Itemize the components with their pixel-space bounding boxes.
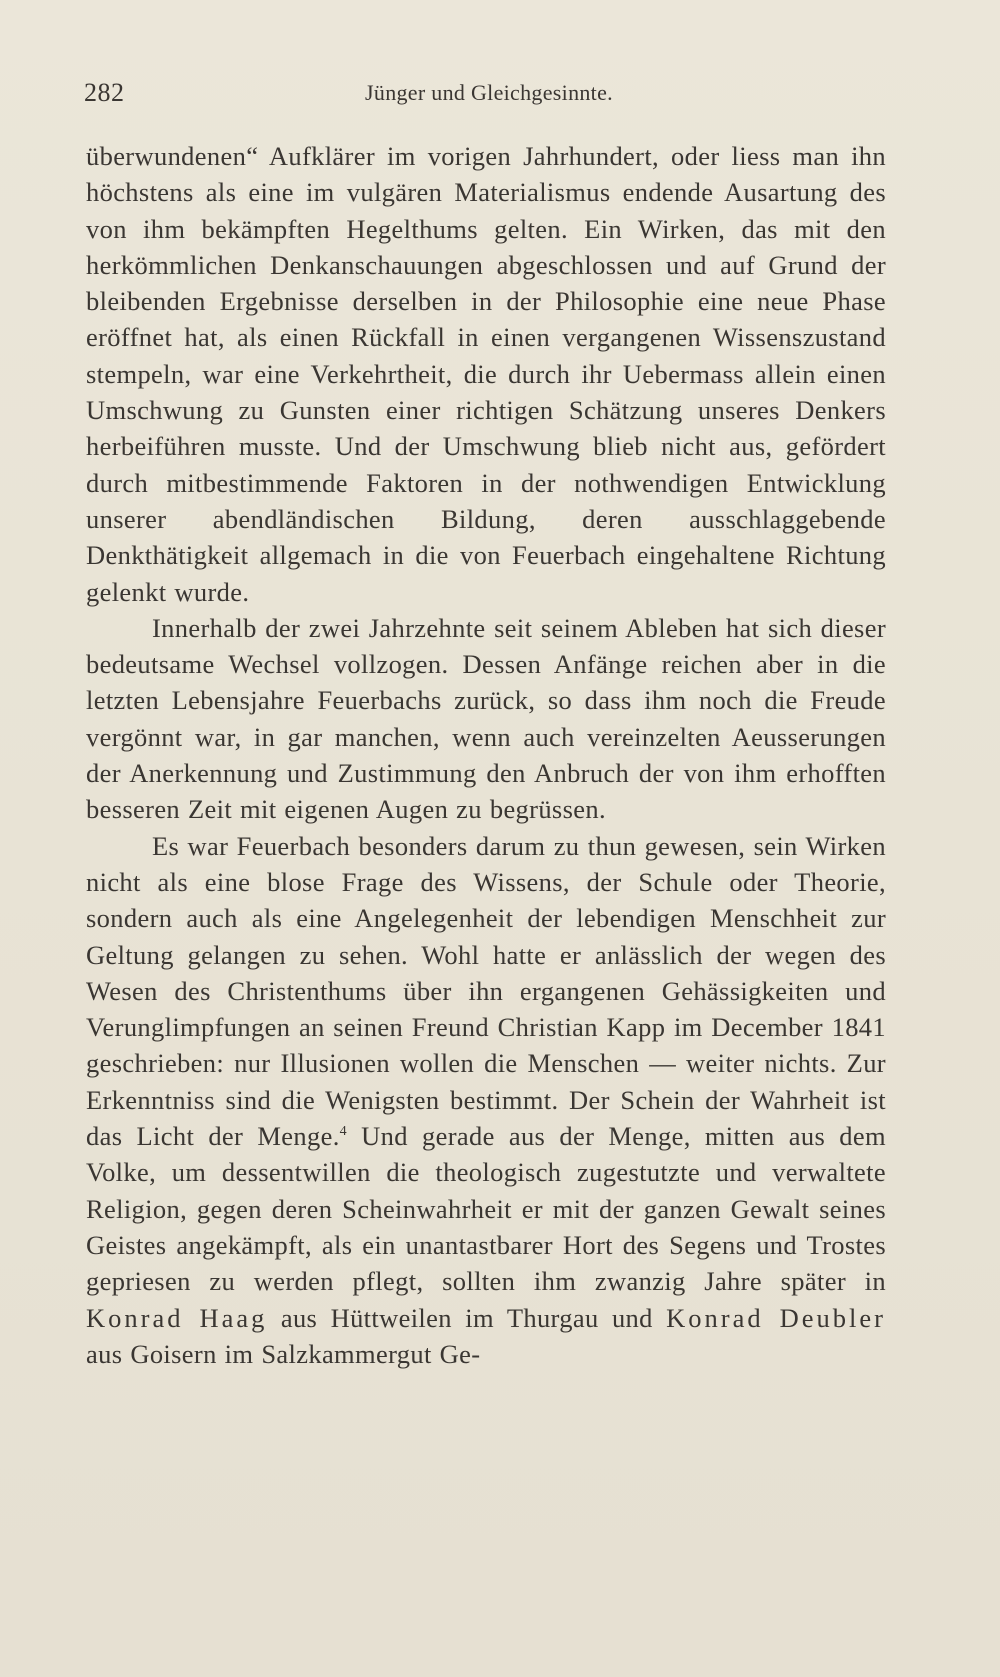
paragraph-3-text-a: Es war Feuerbach besonders darum zu thun gewesen, sein Wirken nicht als eine blose Frage des Wissens, der Schule oder Theorie, sondern auch als eine Angelegenheit der lebendigen Menschheit zur Geltung gelangen zu sehen. Wohl hatte er anlässlich der wegen des Wesen des Christenthums über ihn ergangenen Gehässigkeiten und Verunglimpfungen an seinen Freund Christian Kapp im December 1841 geschrieben: nur Illusionen wollen die Menschen — weiter nichts. Zur Erkenntniss sind die Wenigsten bestimmt. Der Schein der Wahrheit ist das Licht der Menge.: [86, 830, 886, 1152]
paragraph-3-text-b: Und gerade aus der Menge, mitten aus dem Volke, um dessentwillen die theologisch zugestutzte und verwaltete Religion, gegen deren Scheinwahrheit er mit der ganzen Gewalt seines Geistes angekämpft, als ein unantastbarer Hort des Segens und Trostes gepriesen zu werden pflegt, sollten ihm zwanzig Jahre später in: [86, 1121, 886, 1297]
page-number: 282: [84, 78, 125, 107]
paragraph-2: Innerhalb der zwei Jahrzehnte seit seinem Ableben hat sich dieser bedeutsame Wechsel vollzogen. Dessen Anfänge reichen aber in die letzten Lebensjahre Feuerbachs zurück, so dass ihm noch die Freude vergönnt war, in gar manchen, wenn auch vereinzelten Aeusserungen der Anerkennung und Zustimmung den Anbruch der von ihm erhofften besseren Zeit mit eigenen Augen zu begrüssen.: [86, 612, 886, 825]
person-name-haag: Konrad Haag: [86, 1302, 268, 1333]
paragraph-1: überwundenen“ Aufklärer im vorigen Jahrhundert, oder liess man ihn höchstens als eine im vulgären Materialismus endende Ausartung des von ihm bekämpften Hegelthums gelten. Ein Wirken, das mit den herkömmlichen Denkanschauungen abgeschlossen und auf Grund der bleibenden Ergebnisse derselben in der Philosophie eine neue Phase eröffnet hat, als einen Rückfall in einen vergangenen Wissenszustand stempeln, war eine Verkehrtheit, die durch ihr Uebermass allein einen Umschwung zu Gunsten einer richtigen Schätzung unseres Denkers herbeiführen musste. Und der Umschwung blieb nicht aus, gefördert durch mitbestimmende Faktoren in der nothwendigen Entwicklung unserer abendländischen Bildung, deren ausschlaggebende Denkthätigkeit allgemach in die von Feuerbach eingehaltene Richtung gelenkt wurde.: [86, 141, 886, 607]
running-title: Jünger und Gleichgesinnte.: [365, 80, 613, 105]
footnote-reference: 4: [339, 1124, 348, 1140]
running-head: [84, 78, 894, 114]
person-name-deubler: Konrad Deubler: [666, 1302, 887, 1333]
paragraph-3: [86, 828, 886, 1372]
paragraph-3-text-d: aus Goisern im Salzkammergut Ge-: [86, 1338, 481, 1369]
body-text: [86, 138, 886, 1372]
paragraph-3-text-c: aus Hüttweilen im Thurgau und: [267, 1302, 667, 1333]
